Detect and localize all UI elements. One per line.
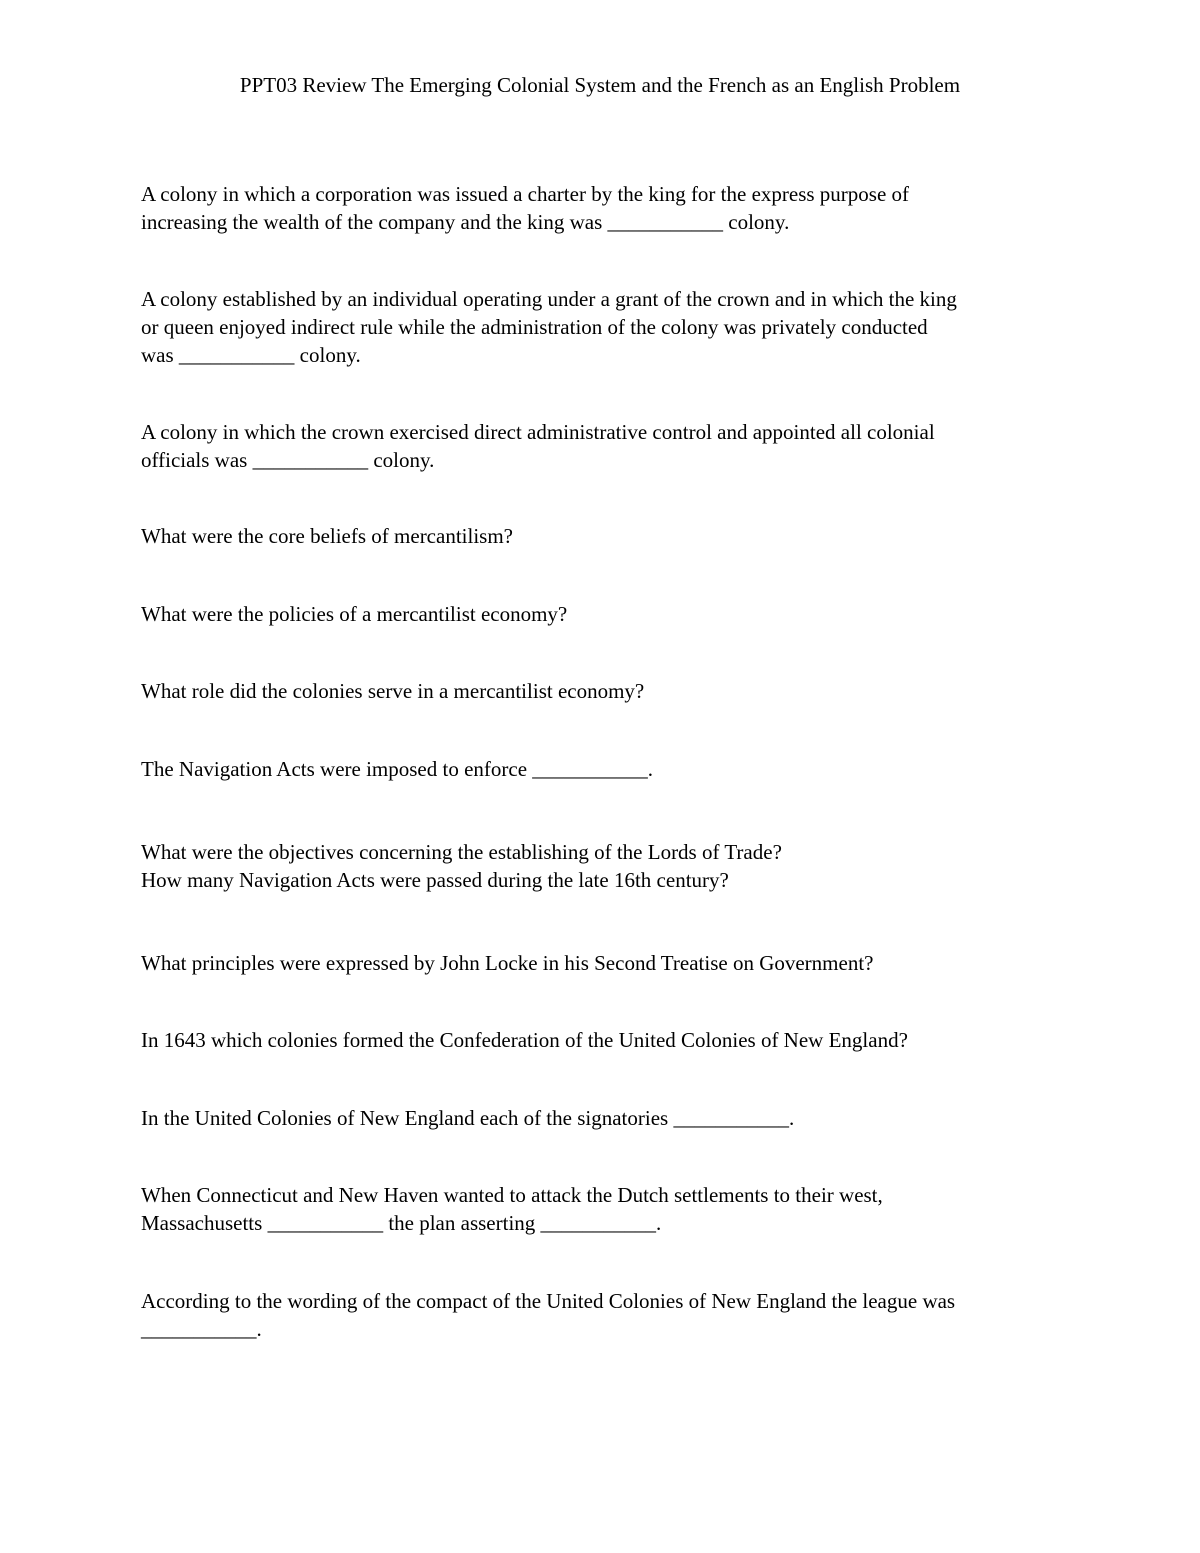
question-10 xyxy=(141,1026,1081,1054)
question-2-line-3: was ___________ colony. xyxy=(141,343,361,367)
question-3 xyxy=(141,418,1081,474)
question-13-line-1: According to the wording of the compact of the United Colonies of New England the league was xyxy=(141,1289,956,1313)
question-5 xyxy=(141,600,1081,628)
question-3-line-2: officials was ___________ colony. xyxy=(141,448,435,472)
question-7 xyxy=(141,755,1081,783)
question-12 xyxy=(141,1181,1081,1237)
question-8 xyxy=(141,833,1081,900)
question-10-line-1: In 1643 which colonies formed the Confederation of the United Colonies of New England? xyxy=(141,1028,908,1052)
question-6 xyxy=(141,677,1081,705)
question-1 xyxy=(141,180,1081,236)
question-7-line-1: The Navigation Acts were imposed to enforce ___________. xyxy=(141,757,654,781)
question-1-line-1: A colony in which a corporation was issued a charter by the king for the express purpose of xyxy=(141,182,910,206)
question-2 xyxy=(141,285,1081,369)
question-11 xyxy=(141,1104,1081,1132)
question-2-line-1: A colony established by an individual operating under a grant of the crown and in which the king xyxy=(141,287,957,311)
question-4-line-1: What were the core beliefs of mercantilism? xyxy=(141,524,513,548)
page-title: PPT03 Review The Emerging Colonial System and the French as an English Problem xyxy=(239,73,961,97)
question-12-line-1: When Connecticut and New Haven wanted to attack the Dutch settlements to their west, xyxy=(141,1183,883,1207)
question-2-line-2: or queen enjoyed indirect rule while the administration of the colony was privately conducted xyxy=(141,315,928,339)
question-8-line-1: What were the objectives concerning the establishing of the Lords of Trade? xyxy=(141,840,782,864)
question-4 xyxy=(141,522,1081,550)
question-8-line-2: How many Navigation Acts were passed during the late 16th century? xyxy=(141,868,729,892)
question-13-line-2: ___________. xyxy=(141,1317,262,1341)
question-9-line-1: What principles were expressed by John Locke in his Second Treatise on Government? xyxy=(141,951,874,975)
question-1-line-2: increasing the wealth of the company and the king was ___________ colony. xyxy=(141,210,790,234)
question-9 xyxy=(141,949,1081,977)
question-12-line-2: Massachusetts ___________ the plan asserting ___________. xyxy=(141,1211,662,1235)
question-3-line-1: A colony in which the crown exercised direct administrative control and appointed all colonial xyxy=(141,420,935,444)
question-13 xyxy=(141,1287,1081,1343)
question-5-line-1: What were the policies of a mercantilist economy? xyxy=(141,602,568,626)
question-11-line-1: In the United Colonies of New England each of the signatories ___________. xyxy=(141,1106,795,1130)
question-6-line-1: What role did the colonies serve in a mercantilist economy? xyxy=(141,679,645,703)
